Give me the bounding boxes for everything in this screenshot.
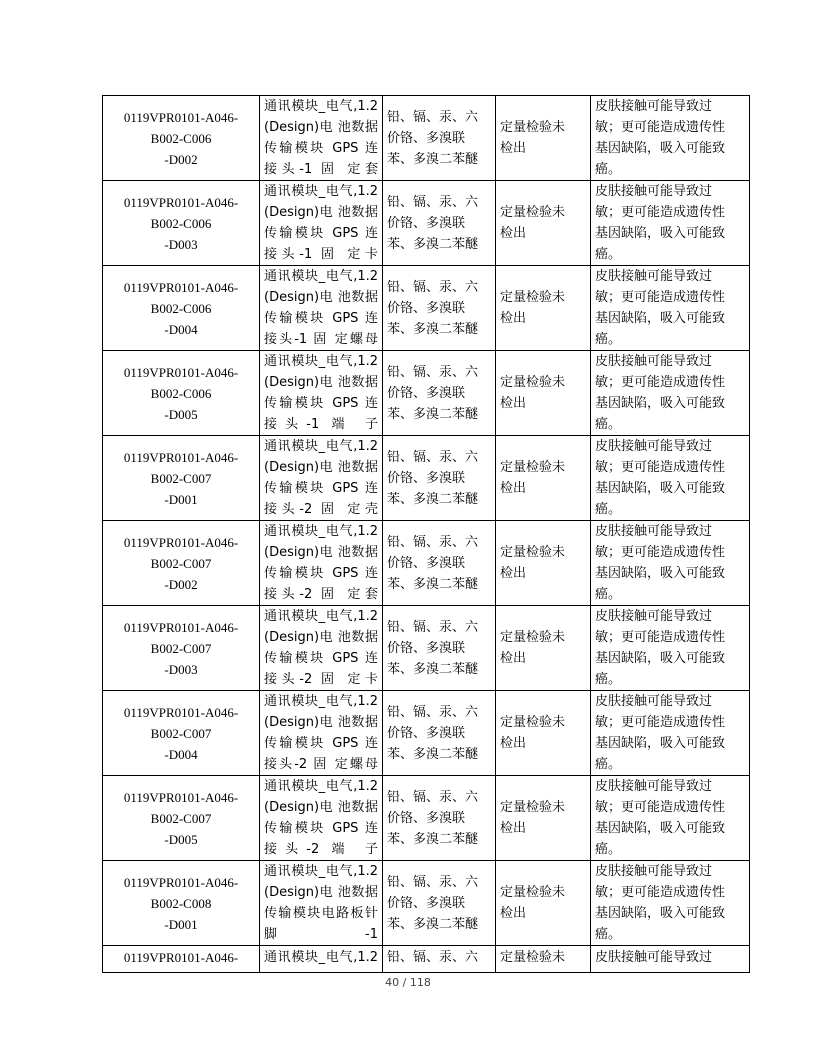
test-result-cell-line: 检出 (500, 821, 527, 836)
substances-cell-line: 价铬、多溴联 (387, 130, 466, 146)
substances-cell-line: 铅、镉、汞、六 (387, 449, 479, 465)
part-id-cell-line: -D003 (164, 236, 198, 252)
substances-cell (383, 861, 496, 946)
test-result-cell (496, 266, 591, 351)
part-name-cell-line: 接头-2 固 定套 (264, 587, 378, 602)
health-risk-cell (591, 96, 750, 181)
health-risk-cell-line: 敏；更可能造成遗传性 (595, 545, 726, 560)
part-name-cell (260, 861, 383, 946)
part-name-cell-line: 传输模块 GPS 连 (264, 651, 378, 666)
part-name-cell (260, 521, 383, 606)
health-risk-cell-line: 基因缺陷，吸入可能致 (595, 481, 726, 496)
part-id-cell-line: -D002 (164, 151, 198, 167)
test-result-cell (496, 691, 591, 776)
part-id-cell (103, 436, 260, 521)
part-id-cell-line: 0119VPR0101-A046- (123, 789, 239, 805)
table-row (103, 691, 750, 776)
test-result-cell (496, 861, 591, 946)
part-id-cell-line: -D004 (164, 746, 198, 762)
substances-cell-line: 价铬、多溴联 (387, 725, 466, 741)
substance-table (102, 95, 750, 973)
part-id-cell-line: 0119VPR0101-A046- (123, 449, 239, 465)
test-result-cell-line: 检出 (500, 396, 527, 411)
part-id-cell (103, 861, 260, 946)
part-id-cell (103, 691, 260, 776)
test-result-cell-line: 定量检验未 (500, 950, 566, 965)
part-id-cell-line: B002-C007 (150, 640, 212, 656)
test-result-cell (496, 606, 591, 691)
health-risk-cell-line: 皮肤接触可能导致过 (595, 694, 713, 709)
part-id-cell-line: B002-C007 (150, 555, 212, 571)
part-name-cell-line: 传输模块电路板针 (264, 906, 378, 921)
part-name-cell-line: 通讯模块_电气,1.2 (264, 950, 378, 965)
health-risk-cell-line: 皮肤接触可能导致过 (595, 439, 713, 454)
test-result-cell (496, 521, 591, 606)
health-risk-cell (591, 861, 750, 946)
table-row (103, 436, 750, 521)
health-risk-cell-line: 敏；更可能造成遗传性 (595, 375, 726, 390)
part-name-cell-line: 通讯模块_电气,1.2 (264, 694, 378, 709)
part-id-cell-line: 0119VPR0101-A046- (123, 194, 239, 210)
test-result-cell (496, 946, 591, 973)
substances-cell (383, 96, 496, 181)
part-name-cell (260, 181, 383, 266)
part-id-cell-line: 0119VPR0101-A046- (123, 950, 239, 965)
part-name-cell-line: 通讯模块_电气,1.2 (264, 524, 378, 539)
table-body (103, 96, 750, 973)
part-id-cell (103, 946, 260, 973)
health-risk-cell-line: 癌。 (595, 502, 622, 517)
part-id-cell (103, 96, 260, 181)
table-row (103, 521, 750, 606)
health-risk-cell (591, 266, 750, 351)
part-id-cell-line: -D005 (164, 831, 198, 847)
part-name-cell (260, 606, 383, 691)
substances-cell (383, 946, 496, 973)
test-result-cell (496, 776, 591, 861)
part-name-cell-line: (Design)电 池数据 (264, 290, 378, 305)
part-id-cell-line: B002-C007 (150, 470, 212, 486)
health-risk-cell-line: 皮肤接触可能导致过 (595, 864, 713, 879)
test-result-cell-line: 定量检验未 (500, 460, 566, 475)
part-name-cell-line: 传输模块 GPS 连 (264, 396, 378, 411)
part-name-cell (260, 776, 383, 861)
substances-cell-line: 苯、多溴二苯醚 (387, 916, 479, 932)
part-id-cell (103, 521, 260, 606)
part-id-cell-line: -D005 (164, 406, 198, 422)
part-id-cell-line: -D004 (164, 321, 198, 337)
substances-cell (383, 521, 496, 606)
health-risk-cell-line: 敏；更可能造成遗传性 (595, 885, 726, 900)
part-name-cell-line: 接头-1 固 定螺母 (264, 332, 378, 347)
substances-cell-line: 铅、镉、汞、六 (387, 950, 479, 965)
substances-cell-line: 苯、多溴二苯醚 (387, 491, 479, 507)
part-id-cell-line: B002-C007 (150, 725, 212, 741)
part-name-cell-line: (Design)电 池数据 (264, 375, 378, 390)
health-risk-cell-line: 敏；更可能造成遗传性 (595, 630, 726, 645)
part-name-cell-line: 接头-2 固 定螺母 (264, 757, 378, 772)
part-name-cell-line: 传输模块 GPS 连 (264, 736, 378, 751)
test-result-cell (496, 181, 591, 266)
part-id-cell-line: B002-C008 (150, 895, 212, 911)
substances-cell-line: 苯、多溴二苯醚 (387, 831, 479, 847)
test-result-cell-line: 定量检验未 (500, 885, 566, 900)
part-id-cell-line: B002-C006 (150, 130, 212, 146)
substances-cell-line: 铅、镉、汞、六 (387, 704, 479, 720)
health-risk-cell-line: 敏；更可能造成遗传性 (595, 715, 726, 730)
test-result-cell (496, 351, 591, 436)
health-risk-cell-line: 敏；更可能造成遗传性 (595, 290, 726, 305)
part-name-cell-line: 传输模块 GPS 连 (264, 566, 378, 581)
health-risk-cell-line: 皮肤接触可能导致过 (595, 609, 713, 624)
part-name-cell-line: (Design)电 池数据 (264, 205, 378, 220)
part-name-cell (260, 351, 383, 436)
test-result-cell-line: 定量检验未 (500, 375, 566, 390)
health-risk-cell (591, 181, 750, 266)
health-risk-cell (591, 436, 750, 521)
substances-cell-line: 铅、镉、汞、六 (387, 279, 479, 295)
part-name-cell-line: 通讯模块_电气,1.2 (264, 354, 378, 369)
table-row (103, 181, 750, 266)
substances-cell (383, 691, 496, 776)
part-id-cell (103, 776, 260, 861)
health-risk-cell-line: 皮肤接触可能导致过 (595, 184, 713, 199)
part-name-cell-line: (Design)电 池数据 (264, 715, 378, 730)
part-name-cell-line: 接头-2 固 定壳 (264, 502, 378, 517)
test-result-cell-line: 检出 (500, 311, 527, 326)
part-name-cell (260, 266, 383, 351)
substances-cell-line: 价铬、多溴联 (387, 555, 466, 571)
part-name-cell-line: 接头-2 固 定卡 (264, 672, 378, 687)
substances-cell-line: 价铬、多溴联 (387, 640, 466, 656)
part-name-cell-line: 接头-1 端 子 (264, 417, 378, 432)
table-row (103, 946, 750, 973)
part-id-cell-line: B002-C006 (150, 300, 212, 316)
health-risk-cell-line: 皮肤接触可能导致过 (595, 354, 713, 369)
substances-cell-line: 铅、镉、汞、六 (387, 194, 479, 210)
test-result-cell-line: 检出 (500, 566, 527, 581)
part-name-cell-line: (Design)电 池数据 (264, 120, 378, 135)
part-name-cell-line: 脚-1 (264, 927, 378, 942)
test-result-cell-line: 定量检验未 (500, 630, 566, 645)
health-risk-cell-line: 敏；更可能造成遗传性 (595, 460, 726, 475)
part-id-cell-line: -D003 (164, 661, 198, 677)
health-risk-cell-line: 敏；更可能造成遗传性 (595, 205, 726, 220)
health-risk-cell-line: 皮肤接触可能导致过 (595, 950, 713, 965)
test-result-cell (496, 436, 591, 521)
test-result-cell-line: 检出 (500, 481, 527, 496)
part-name-cell-line: (Design)电 池数据 (264, 630, 378, 645)
health-risk-cell-line: 癌。 (595, 927, 622, 942)
health-risk-cell-line: 基因缺陷，吸入可能致 (595, 736, 726, 751)
part-name-cell (260, 946, 383, 973)
health-risk-cell-line: 基因缺陷，吸入可能致 (595, 226, 726, 241)
health-risk-cell (591, 691, 750, 776)
part-name-cell-line: 传输模块 GPS 连 (264, 311, 378, 326)
part-name-cell-line: 通讯模块_电气,1.2 (264, 609, 378, 624)
substances-cell-line: 铅、镉、汞、六 (387, 364, 479, 380)
health-risk-cell-line: 癌。 (595, 247, 622, 262)
part-name-cell-line: 通讯模块_电气,1.2 (264, 439, 378, 454)
health-risk-cell-line: 癌。 (595, 162, 622, 177)
test-result-cell-line: 检出 (500, 736, 527, 751)
test-result-cell-line: 定量检验未 (500, 715, 566, 730)
substances-cell-line: 苯、多溴二苯醚 (387, 406, 479, 422)
substances-cell-line: 铅、镉、汞、六 (387, 789, 479, 805)
test-result-cell-line: 检出 (500, 906, 527, 921)
health-risk-cell-line: 癌。 (595, 672, 622, 687)
table-row (103, 606, 750, 691)
health-risk-cell (591, 776, 750, 861)
test-result-cell-line: 检出 (500, 226, 527, 241)
part-id-cell-line: 0119VPR0101-A046- (123, 109, 239, 125)
substances-cell-line: 价铬、多溴联 (387, 895, 466, 911)
part-id-cell-line: 0119VPR0101-A046- (123, 279, 239, 295)
substances-cell-line: 价铬、多溴联 (387, 470, 466, 486)
part-name-cell-line: 接头-2 端 子 (264, 842, 378, 857)
substances-cell-line: 价铬、多溴联 (387, 385, 466, 401)
health-risk-cell (591, 946, 750, 973)
test-result-cell-line: 定量检验未 (500, 290, 566, 305)
substances-cell-line: 苯、多溴二苯醚 (387, 576, 479, 592)
substances-cell (383, 606, 496, 691)
health-risk-cell-line: 癌。 (595, 587, 622, 602)
part-id-cell-line: B002-C006 (150, 215, 212, 231)
part-id-cell-line: 0119VPR0101-A046- (123, 874, 239, 890)
health-risk-cell-line: 癌。 (595, 332, 622, 347)
health-risk-cell-line: 癌。 (595, 842, 622, 857)
table-row (103, 776, 750, 861)
health-risk-cell-line: 基因缺陷，吸入可能致 (595, 141, 726, 156)
health-risk-cell-line: 皮肤接触可能导致过 (595, 269, 713, 284)
test-result-cell-line: 定量检验未 (500, 800, 566, 815)
substances-cell-line: 铅、镉、汞、六 (387, 109, 479, 125)
table-row (103, 266, 750, 351)
part-id-cell (103, 351, 260, 436)
part-id-cell-line: 0119VPR0101-A046- (123, 619, 239, 635)
table-row (103, 96, 750, 181)
substances-cell-line: 苯、多溴二苯醚 (387, 661, 479, 677)
part-id-cell (103, 181, 260, 266)
part-name-cell (260, 436, 383, 521)
part-id-cell (103, 606, 260, 691)
health-risk-cell-line: 敏；更可能造成遗传性 (595, 120, 726, 135)
part-id-cell-line: 0119VPR0101-A046- (123, 364, 239, 380)
part-name-cell-line: (Design)电 池数据 (264, 885, 378, 900)
health-risk-cell-line: 基因缺陷，吸入可能致 (595, 651, 726, 666)
substances-cell-line: 铅、镉、汞、六 (387, 619, 479, 635)
substances-cell-line: 苯、多溴二苯醚 (387, 236, 479, 252)
test-result-cell-line: 检出 (500, 141, 527, 156)
part-name-cell-line: 传输模块 GPS 连 (264, 226, 378, 241)
test-result-cell-line: 定量检验未 (500, 120, 566, 135)
substances-cell-line: 价铬、多溴联 (387, 810, 466, 826)
substances-cell (383, 181, 496, 266)
health-risk-cell (591, 606, 750, 691)
health-risk-cell-line: 基因缺陷，吸入可能致 (595, 906, 726, 921)
part-id-cell-line: -D001 (164, 916, 198, 932)
part-id-cell-line: B002-C007 (150, 810, 212, 826)
table-row (103, 861, 750, 946)
substances-cell-line: 铅、镉、汞、六 (387, 874, 479, 890)
substances-cell (383, 776, 496, 861)
health-risk-cell-line: 癌。 (595, 757, 622, 772)
test-result-cell-line: 定量检验未 (500, 205, 566, 220)
part-name-cell-line: (Design)电 池数据 (264, 545, 378, 560)
health-risk-cell-line: 基因缺陷，吸入可能致 (595, 311, 726, 326)
health-risk-cell-line: 皮肤接触可能导致过 (595, 99, 713, 114)
health-risk-cell-line: 癌。 (595, 417, 622, 432)
substances-cell-line: 铅、镉、汞、六 (387, 534, 479, 550)
part-id-cell (103, 266, 260, 351)
part-name-cell-line: 通讯模块_电气,1.2 (264, 99, 378, 114)
table-row (103, 351, 750, 436)
substances-cell-line: 苯、多溴二苯醚 (387, 746, 479, 762)
substances-cell (383, 351, 496, 436)
substances-cell-line: 价铬、多溴联 (387, 215, 466, 231)
part-name-cell-line: 传输模块 GPS 连 (264, 821, 378, 836)
test-result-cell-line: 定量检验未 (500, 545, 566, 560)
part-id-cell-line: -D001 (164, 491, 198, 507)
part-name-cell-line: 通讯模块_电气,1.2 (264, 184, 378, 199)
part-name-cell (260, 691, 383, 776)
substances-cell-line: 苯、多溴二苯醚 (387, 151, 479, 167)
part-name-cell-line: 接头-1 固 定套 (264, 162, 378, 177)
health-risk-cell-line: 敏；更可能造成遗传性 (595, 800, 726, 815)
substances-cell-line: 价铬、多溴联 (387, 300, 466, 316)
part-name-cell-line: 通讯模块_电气,1.2 (264, 864, 378, 879)
part-id-cell-line: 0119VPR0101-A046- (123, 704, 239, 720)
part-name-cell-line: 通讯模块_电气,1.2 (264, 779, 378, 794)
health-risk-cell (591, 351, 750, 436)
health-risk-cell-line: 皮肤接触可能导致过 (595, 524, 713, 539)
health-risk-cell-line: 基因缺陷，吸入可能致 (595, 566, 726, 581)
substances-cell-line: 苯、多溴二苯醚 (387, 321, 479, 337)
page-number: 40 / 118 (385, 976, 431, 989)
substances-cell (383, 436, 496, 521)
part-id-cell-line: B002-C006 (150, 385, 212, 401)
part-id-cell-line: 0119VPR0101-A046- (123, 534, 239, 550)
health-risk-cell (591, 521, 750, 606)
part-name-cell-line: 传输模块 GPS 连 (264, 481, 378, 496)
health-risk-cell-line: 基因缺陷，吸入可能致 (595, 821, 726, 836)
part-name-cell-line: 通讯模块_电气,1.2 (264, 269, 378, 284)
part-name-cell-line: (Design)电 池数据 (264, 460, 378, 475)
part-name-cell-line: 接头-1 固 定卡 (264, 247, 378, 262)
test-result-cell-line: 检出 (500, 651, 527, 666)
part-name-cell-line: (Design)电 池数据 (264, 800, 378, 815)
part-name-cell-line: 传输模块 GPS 连 (264, 141, 378, 156)
test-result-cell (496, 96, 591, 181)
health-risk-cell-line: 基因缺陷，吸入可能致 (595, 396, 726, 411)
substances-cell (383, 266, 496, 351)
health-risk-cell-line: 皮肤接触可能导致过 (595, 779, 713, 794)
part-name-cell (260, 96, 383, 181)
part-id-cell-line: -D002 (164, 576, 198, 592)
